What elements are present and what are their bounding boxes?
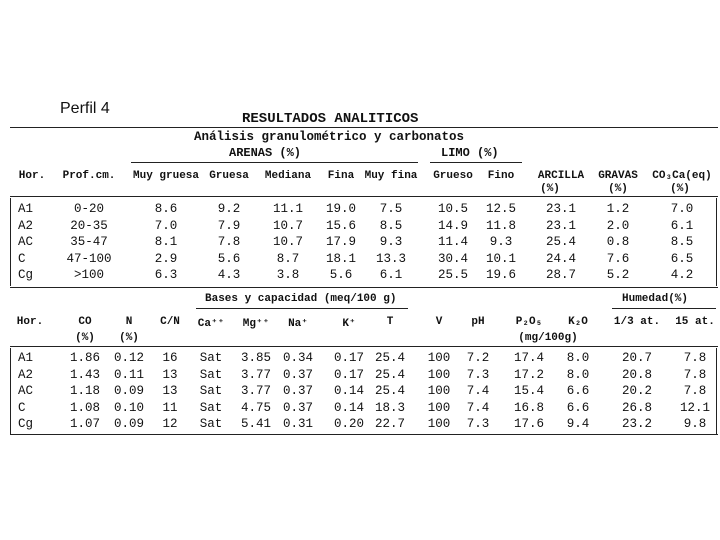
table2-cell: 26.8 bbox=[621, 400, 653, 415]
table2-cell: 25.4 bbox=[374, 384, 406, 398]
humedad-group-label: Humedad(%) bbox=[622, 293, 689, 305]
table2-cell: Sat bbox=[199, 417, 223, 431]
table2-cell: Sat bbox=[199, 367, 223, 382]
table2-cell: 0.37 bbox=[282, 400, 314, 415]
table2-col-header: V bbox=[435, 316, 443, 328]
bases-group-label: Bases y capacidad (meq/100 g) bbox=[205, 293, 397, 305]
table2-col-header: P₂O₅ bbox=[515, 316, 543, 328]
table1-row-label: A1 bbox=[18, 202, 34, 216]
table1-cell: 47-100 bbox=[66, 251, 112, 266]
table2-col-header: 1/3 at. bbox=[613, 316, 661, 328]
table1-cell: 28.7 bbox=[545, 268, 577, 282]
table1-top-rule bbox=[10, 127, 718, 128]
table1-sub-header: (%) bbox=[608, 183, 628, 195]
table1-cell: 0.8 bbox=[606, 235, 630, 249]
table2-sub-header: (%) bbox=[75, 332, 95, 344]
table2-cell: 0.11 bbox=[113, 367, 145, 382]
table1-cell: 8.7 bbox=[276, 251, 300, 266]
table2-sub-header: (%) bbox=[119, 332, 139, 344]
table1-cell: 3.8 bbox=[276, 268, 300, 282]
table1-cell: 11.8 bbox=[485, 218, 517, 233]
table1-cell: 6.5 bbox=[670, 251, 694, 266]
table2-cell: 7.3 bbox=[466, 417, 490, 431]
table1-cell: 1.2 bbox=[606, 202, 630, 216]
limo-group-label: LIMO (%) bbox=[441, 146, 499, 160]
table1-cell: 10.7 bbox=[272, 218, 304, 233]
table2-cell: 0.14 bbox=[333, 400, 365, 415]
humedad-rule bbox=[612, 308, 716, 309]
table1-cell: 30.4 bbox=[437, 251, 469, 266]
table1-col-header: CO₃Ca(eq) bbox=[652, 170, 712, 182]
table2-col-header: Hor. bbox=[16, 316, 44, 328]
table1-cell: 18.1 bbox=[325, 251, 357, 266]
table1-cell: 7.9 bbox=[217, 218, 241, 233]
table1-cell: 4.3 bbox=[217, 268, 241, 282]
table1-col-header: Hor. bbox=[18, 170, 46, 182]
table1-caption: Análisis granulométrico y carbonatos bbox=[194, 130, 465, 144]
table1-col-header: Muy gruesa bbox=[132, 170, 200, 182]
table2-cell: 8.0 bbox=[566, 367, 590, 382]
table2-cell: 12 bbox=[162, 417, 178, 431]
table2-cell: 13 bbox=[162, 367, 178, 382]
page-title: RESULTADOS ANALITICOS bbox=[242, 111, 419, 127]
table2-col-header: C/N bbox=[160, 316, 180, 328]
table2-col-header: N bbox=[125, 316, 133, 328]
table1-col-header: Prof.cm. bbox=[62, 170, 116, 182]
table1-cell: 7.0 bbox=[154, 218, 178, 233]
table1-cell: 24.4 bbox=[545, 251, 577, 266]
table1-row-label: Cg bbox=[18, 268, 34, 282]
table2-cell: 0.14 bbox=[333, 384, 365, 398]
table2-cell: 100 bbox=[427, 384, 451, 398]
table1-cell: 9.2 bbox=[217, 202, 241, 216]
table2-cell: 9.4 bbox=[566, 417, 590, 431]
table1-cell: 8.5 bbox=[670, 235, 694, 249]
table1-cell: 7.0 bbox=[670, 202, 694, 216]
table1-col-header: Muy fina bbox=[364, 170, 418, 182]
table1-cell: 23.1 bbox=[545, 218, 577, 233]
table2-cell: 12.1 bbox=[679, 400, 711, 415]
table2-cell: 0.17 bbox=[333, 351, 365, 365]
table2-cell: 5.41 bbox=[240, 417, 272, 431]
table1-cell: 35-47 bbox=[70, 235, 108, 249]
table1-cell: 0-20 bbox=[73, 202, 105, 216]
table2-cell: 25.4 bbox=[374, 351, 406, 365]
table2-cell: 0.34 bbox=[282, 351, 314, 365]
table2-cell: 1.18 bbox=[69, 384, 101, 398]
table1-row-label: C bbox=[18, 251, 26, 266]
table1-cell: 2.0 bbox=[606, 218, 630, 233]
table2-cell: 17.4 bbox=[513, 351, 545, 365]
table2-cell: 7.3 bbox=[466, 367, 490, 382]
arenas-rule bbox=[131, 162, 418, 163]
table2-cell: 7.8 bbox=[683, 351, 707, 365]
table2-cell: Sat bbox=[199, 400, 223, 415]
table1-cell: 11.1 bbox=[272, 202, 304, 216]
table2-cell: 7.4 bbox=[466, 384, 490, 398]
table1-cell: 25.4 bbox=[545, 235, 577, 249]
table2-cell: 1.86 bbox=[69, 351, 101, 365]
table2-cell: 100 bbox=[427, 400, 451, 415]
table2-cell: 8.0 bbox=[566, 351, 590, 365]
table2-cell: 100 bbox=[427, 417, 451, 431]
table2-cell: 0.20 bbox=[333, 417, 365, 431]
table2-col-header: Na⁺ bbox=[288, 318, 308, 330]
limo-rule bbox=[430, 162, 522, 163]
table2-row-label: A2 bbox=[18, 367, 34, 382]
table1-cell: 23.1 bbox=[545, 202, 577, 216]
table2-col-header: T bbox=[386, 316, 394, 328]
table1-sub-header: (%) bbox=[540, 183, 560, 195]
arenas-group-label: ARENAS (%) bbox=[229, 146, 302, 160]
table1-cell: 2.9 bbox=[154, 251, 178, 266]
table2-row-label: AC bbox=[18, 384, 34, 398]
table2-cell: 0.31 bbox=[282, 417, 314, 431]
table2-cell: 16.8 bbox=[513, 400, 545, 415]
table2-cell: 3.77 bbox=[240, 367, 272, 382]
table2-cell: 100 bbox=[427, 351, 451, 365]
table2-cell: 15.4 bbox=[513, 384, 545, 398]
table2-cell: 20.7 bbox=[621, 351, 653, 365]
table1-cell: 7.5 bbox=[379, 202, 403, 216]
table1-sub-header: (%) bbox=[670, 183, 690, 195]
table1-cell: 20-35 bbox=[70, 218, 108, 233]
table2-cell: 23.2 bbox=[621, 417, 653, 431]
table2-cell: 0.12 bbox=[113, 351, 145, 365]
table2-header-rule bbox=[10, 346, 718, 347]
bases-rule bbox=[196, 308, 408, 309]
table2-cell: Sat bbox=[199, 384, 223, 398]
table1-cell: 9.3 bbox=[379, 235, 403, 249]
table1-cell: 8.1 bbox=[154, 235, 178, 249]
table1-cell: 25.5 bbox=[437, 268, 469, 282]
table2-col-header: K⁺ bbox=[342, 318, 356, 330]
table2-col-header: K₂O bbox=[568, 316, 588, 328]
table1-right-rule bbox=[716, 198, 717, 286]
table2-col-header: CO bbox=[78, 316, 92, 328]
table1-cell: 5.6 bbox=[329, 268, 353, 282]
table1-cell: 10.7 bbox=[272, 235, 304, 249]
table2-cell: 4.75 bbox=[240, 400, 272, 415]
table1-col-header: ARCILLA bbox=[537, 170, 585, 182]
table2-cell: 9.8 bbox=[683, 417, 707, 431]
table2-cell: 20.8 bbox=[621, 367, 653, 382]
table1-cell: 5.2 bbox=[606, 268, 630, 282]
table1-left-rule bbox=[10, 198, 11, 286]
table2-sub-header: (mg/100g) bbox=[518, 332, 578, 344]
table1-cell: 7.8 bbox=[217, 235, 241, 249]
table2-cell: 1.08 bbox=[69, 400, 101, 415]
table2-right-rule bbox=[716, 348, 717, 434]
table2-cell: 22.7 bbox=[374, 417, 406, 431]
table1-col-header: Gruesa bbox=[209, 170, 249, 182]
table2-row-label: Cg bbox=[18, 417, 34, 431]
table2-cell: 7.2 bbox=[466, 351, 490, 365]
table1-header-rule bbox=[10, 196, 718, 197]
table1-cell: 7.6 bbox=[606, 251, 630, 266]
table1-row-label: A2 bbox=[18, 218, 34, 233]
table2-cell: Sat bbox=[199, 351, 223, 365]
table2-cell: 100 bbox=[427, 367, 451, 382]
table2-left-rule bbox=[10, 348, 11, 434]
table1-cell: 4.2 bbox=[670, 268, 694, 282]
table2-cell: 0.17 bbox=[333, 367, 365, 382]
table1-bottom-rule bbox=[10, 287, 718, 288]
table1-cell: 19.0 bbox=[325, 202, 357, 216]
table2-cell: 13 bbox=[162, 384, 178, 398]
table2-row-label: A1 bbox=[18, 351, 34, 365]
table2-cell: 1.43 bbox=[69, 367, 101, 382]
table2-cell: 0.09 bbox=[113, 384, 145, 398]
table1-cell: 8.6 bbox=[154, 202, 178, 216]
table2-cell: 0.37 bbox=[282, 384, 314, 398]
table2-cell: 17.6 bbox=[513, 417, 545, 431]
table1-cell: 9.3 bbox=[489, 235, 513, 249]
table2-cell: 0.10 bbox=[113, 400, 145, 415]
table2-cell: 6.6 bbox=[566, 400, 590, 415]
profile-label: Perfil 4 bbox=[60, 100, 110, 117]
table1-cell: 17.9 bbox=[325, 235, 357, 249]
table2-cell: 3.77 bbox=[240, 384, 272, 398]
table1-col-header: GRAVAS bbox=[598, 170, 638, 182]
table1-cell: 10.1 bbox=[485, 251, 517, 266]
table1-cell: 13.3 bbox=[375, 251, 407, 266]
table1-cell: 6.1 bbox=[379, 268, 403, 282]
table1-cell: >100 bbox=[73, 268, 105, 282]
table1-col-header: Fina bbox=[327, 170, 355, 182]
table2-cell: 25.4 bbox=[374, 367, 406, 382]
table1-cell: 10.5 bbox=[437, 202, 469, 216]
table1-cell: 8.5 bbox=[379, 218, 403, 233]
table1-cell: 14.9 bbox=[437, 218, 469, 233]
table1-cell: 6.3 bbox=[154, 268, 178, 282]
table1-cell: 6.1 bbox=[670, 218, 694, 233]
table2-bottom-rule bbox=[10, 434, 718, 435]
table2-cell: 7.8 bbox=[683, 384, 707, 398]
table1-col-header: Fino bbox=[487, 170, 515, 182]
table2-cell: 7.8 bbox=[683, 367, 707, 382]
table2-cell: 6.6 bbox=[566, 384, 590, 398]
table2-cell: 0.09 bbox=[113, 417, 145, 431]
table2-col-header: pH bbox=[471, 316, 485, 328]
table1-row-label: AC bbox=[18, 235, 34, 249]
table1-cell: 11.4 bbox=[437, 235, 469, 249]
table1-cell: 15.6 bbox=[325, 218, 357, 233]
table2-cell: 17.2 bbox=[513, 367, 545, 382]
table2-col-header: Mg⁺⁺ bbox=[242, 318, 270, 330]
table1-col-header: Mediana bbox=[264, 170, 312, 182]
table2-cell: 1.07 bbox=[69, 417, 101, 431]
table2-col-header: 15 at. bbox=[675, 316, 715, 328]
table2-row-label: C bbox=[18, 400, 26, 415]
table2-cell: 7.4 bbox=[466, 400, 490, 415]
table1-cell: 19.6 bbox=[485, 268, 517, 282]
table1-cell: 12.5 bbox=[485, 202, 517, 216]
table2-col-header: Ca⁺⁺ bbox=[197, 318, 225, 330]
table1-col-header: Grueso bbox=[433, 170, 473, 182]
table2-cell: 16 bbox=[162, 351, 178, 365]
table2-cell: 11 bbox=[162, 400, 178, 415]
table2-cell: 18.3 bbox=[374, 400, 406, 415]
table1-cell: 5.6 bbox=[217, 251, 241, 266]
table2-cell: 20.2 bbox=[621, 384, 653, 398]
table2-cell: 0.37 bbox=[282, 367, 314, 382]
table2-cell: 3.85 bbox=[240, 351, 272, 365]
